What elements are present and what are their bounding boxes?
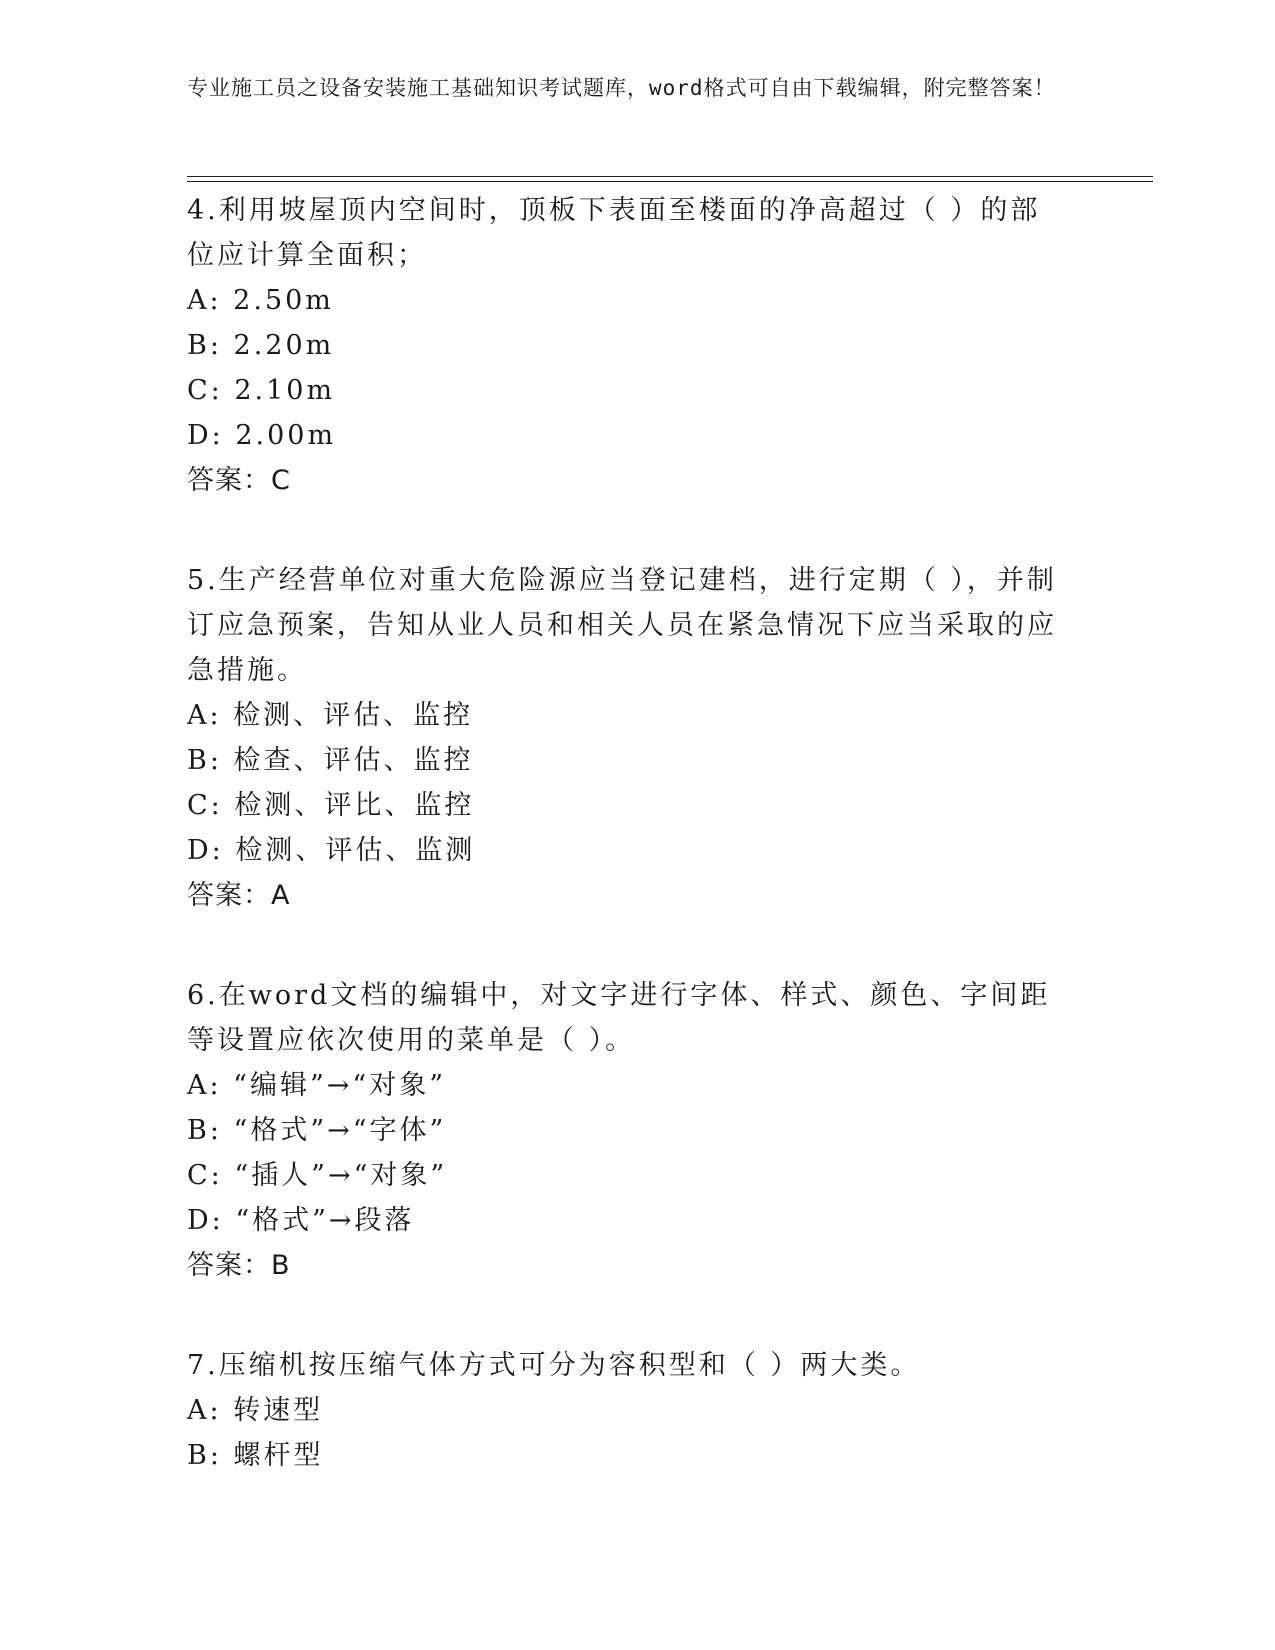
question-text: 7.压缩机按压缩气体方式可分为容积型和（ ）两大类。 <box>187 1350 921 1381</box>
question-text: 5.生产经营单位对重大危险源应当登记建档，进行定期（ ），并制订应急预案，告知从业人员和相关人员在紧急情况下应当采取的应急措施。 <box>187 565 1057 686</box>
question-text: 6.在word文档的编辑中，对文字进行字体、样式、颜色、字间距等设置应依次使用的菜单是（ ）。 <box>187 980 1051 1056</box>
header-divider-top <box>187 176 1153 177</box>
answer: 答案：B <box>187 1250 291 1281</box>
option-a: A: 检测、评估、监控 <box>187 700 474 731</box>
option-b: B: “格式”→“字体” <box>187 1115 447 1146</box>
option-b: B: 检查、评估、监控 <box>187 745 474 776</box>
option-b: B: 螺杆型 <box>187 1440 324 1471</box>
option-d: D: “格式”→段落 <box>187 1205 415 1236</box>
question-4 <box>187 188 1087 504</box>
option-c: C: 检测、评比、监控 <box>187 790 475 821</box>
question-6 <box>187 973 1087 1289</box>
option-d: D: 检测、评估、监测 <box>187 835 476 866</box>
option-d: D: 2.00m <box>187 420 337 451</box>
option-b: B: 2.20m <box>187 330 335 361</box>
option-c: C: “插人”→“对象” <box>187 1160 448 1191</box>
option-a: A: “编辑”→“对象” <box>187 1070 447 1101</box>
question-text: 4.利用坡屋顶内空间时，顶板下表面至楼面的净高超过（ ）的部位应计算全面积； <box>187 195 1041 271</box>
option-c: C: 2.10m <box>187 375 336 406</box>
header-divider-bottom <box>187 181 1153 182</box>
question-7 <box>187 1343 1087 1478</box>
question-5 <box>187 558 1087 919</box>
answer: 答案：A <box>187 880 291 911</box>
option-a: A: 转速型 <box>187 1395 324 1426</box>
option-a: A: 2.50m <box>187 285 334 316</box>
document-header: 专业施工员之设备安装施工基础知识考试题库，word格式可自由下载编辑，附完整答案！ <box>187 76 1056 100</box>
answer: 答案：C <box>187 465 291 496</box>
question-list <box>187 188 1087 1532</box>
